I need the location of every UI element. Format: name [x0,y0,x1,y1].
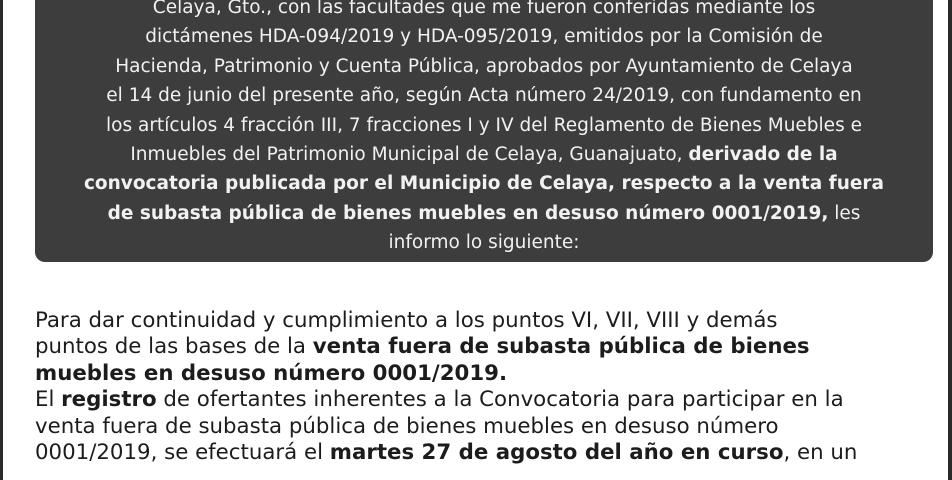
body-line-segment: puntos de las bases de la [35,334,313,360]
body-line-bold-segment: registro [61,387,157,413]
body-line-segment: venta fuera de subasta pública de bienes muebles en desuso número [35,413,779,439]
intro-line-bold-segment: convocatoria publicada por el Municipio de Celaya, respecto a la venta fuera [83,173,885,195]
page-right-border [948,0,952,480]
intro-line-segment: los artículos 4 fracción III, 7 fracciones I y IV del Reglamento de Bienes Muebles e [106,114,862,136]
intro-line [45,228,923,257]
intro-line-segment: Inmuebles del Patrimonio Municipal de Celaya, Guanajuato, [130,144,689,166]
intro-line [45,0,923,22]
body-line [35,334,935,360]
intro-line-segment: Celaya, Gto., con las facultades que me fueron conferidas mediante los [152,0,816,18]
intro-notice-text [45,0,923,258]
body-paragraph [35,308,935,466]
body-line-segment: de ofertantes inherentes a la Convocatoria para participar en la [156,387,844,413]
body-line-bold-segment: venta fuera de subasta pública de bienes [312,334,810,360]
body-line-segment: El [35,387,62,413]
intro-line [45,22,923,51]
body-line [35,361,935,387]
intro-notice-box [35,0,933,262]
body-line [35,387,935,413]
intro-line [45,199,923,228]
intro-line-segment: les [828,202,861,224]
body-line-segment: , en un [783,440,858,466]
body-line-segment: 0001/2019, se efectuará el [35,440,330,466]
intro-line-segment: dictámenes HDA-094/2019 y HDA-095/2019, emitidos por la Comisión de [145,26,823,48]
intro-line-bold-segment: de subasta pública de bienes muebles en desuso número 0001/2019, [107,202,829,224]
intro-line-segment: informo lo siguiente: [388,232,580,254]
intro-line [45,81,923,110]
intro-line [45,52,923,81]
intro-line-bold-segment: derivado de la [688,144,838,166]
body-line [35,308,935,334]
intro-line [45,169,923,198]
intro-line [45,140,923,169]
body-line [35,440,935,466]
body-line-bold-segment: muebles en desuso número 0001/2019. [35,360,508,386]
page-left-border [0,0,3,480]
intro-line [45,111,923,140]
body-line-bold-segment: martes 27 de agosto del año en curso [329,440,784,466]
intro-line-segment: el 14 de junio del presente año, según Acta número 24/2019, con fundamento en [106,85,862,107]
body-line-segment: Para dar continuidad y cumplimiento a los puntos VI, VII, VIII y demás [35,308,778,333]
intro-line-segment: Hacienda, Patrimonio y Cuenta Pública, aprobados por Ayuntamiento de Celaya [115,55,853,77]
body-line [35,414,935,440]
